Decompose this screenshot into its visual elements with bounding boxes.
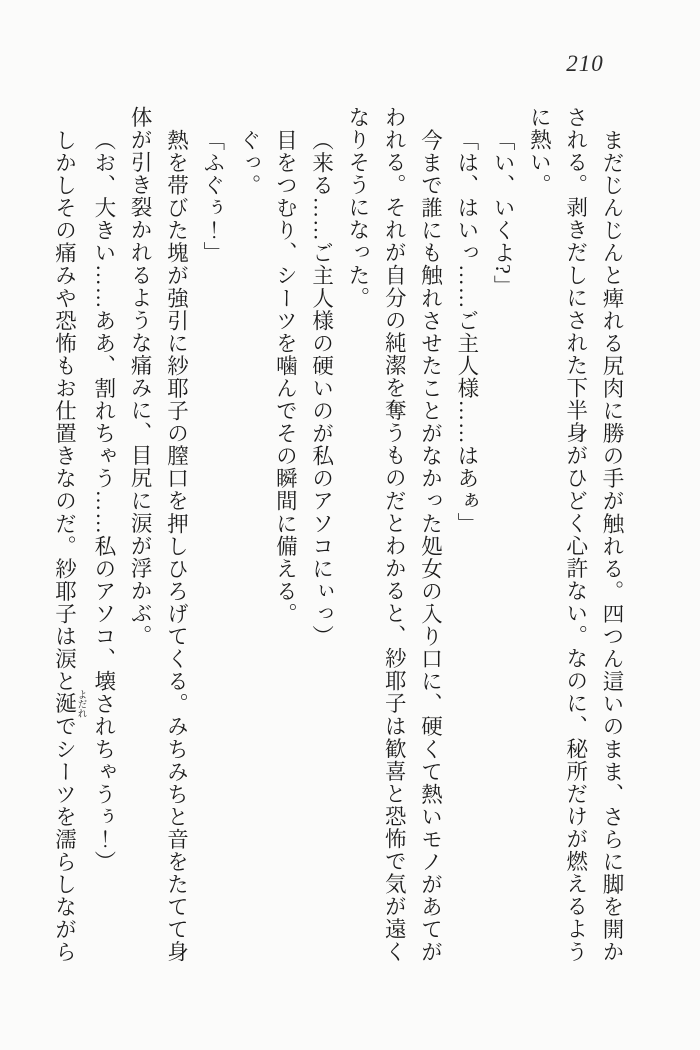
text-line: 今まで誰にも触れさせたことがなかった処女の入り口に、硬くて熱いモノがあてが: [418, 128, 443, 963]
text-line: 「は、はいっ……ご主人様……はあぁ」: [454, 128, 479, 535]
text-line: われる。それが自分の純潔を奪うものだとわかると、紗耶子は歓喜と恐怖で気が遠く: [382, 106, 407, 963]
text-line: まだじんじんと痺れる尻肉に勝の手が触れる。四つん這いのまま、さらに脚を開か: [600, 128, 624, 963]
text-line: 「ふぐぅ！」: [200, 128, 225, 264]
vertical-text-area: [49, 106, 630, 986]
text-line: （来る……ご主人様の硬いのが私のアソコにぃっ）: [309, 128, 334, 648]
text-line: ぐっ。: [237, 128, 262, 197]
text-line: 「い、いくよ?」: [491, 128, 516, 298]
text-line: 目をつむり、シーツを噛んでその瞬間に備える。: [273, 128, 298, 625]
text-line: 体が引き裂かれるような痛みに、目尻に涙が浮かぶ。: [128, 106, 153, 648]
text-line: される。剥きだしにされた下半身がひどく心許ない。なのに、秘所だけが燃えるよう: [563, 106, 588, 963]
text-line: なりそうになった。: [345, 106, 370, 309]
text-line: に熱い。: [527, 106, 552, 197]
text-line: しかしその痛みや恐怖もお仕置きなのだ。紗耶子は涙と涎 よだれでシーツを濡らしながら: [52, 128, 86, 963]
page-number: 210: [566, 51, 604, 76]
text-line: （お、大きい……ああ、割れちゃう……私のアソコ、壊されちゃうぅ！）: [91, 128, 116, 873]
ruby-annotated-word: 涎 よだれ: [52, 689, 86, 718]
text-line: 熱を帯びた塊が強引に紗耶子の膣口を押しひろげてくる。みちみちと音をたてて身: [164, 128, 189, 963]
